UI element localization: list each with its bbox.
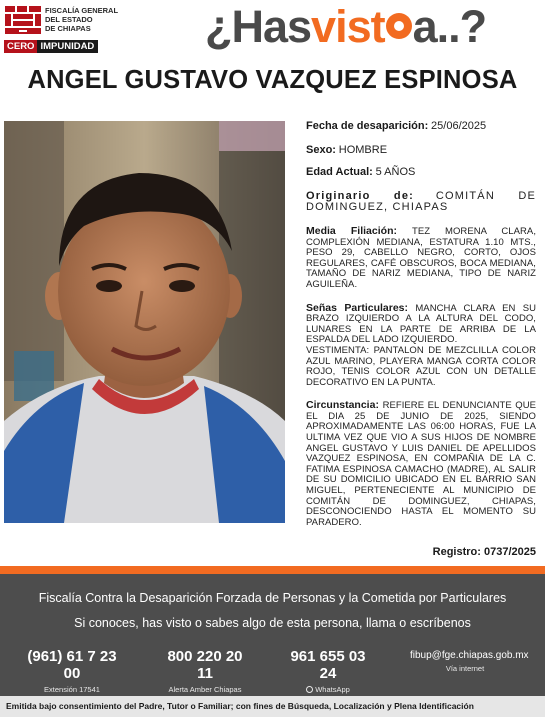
contact-sub: Alerta Amber Chiapas — [168, 685, 242, 694]
filiacion-row — [306, 226, 536, 291]
fiscalia-logo-icon — [4, 5, 42, 35]
contact-whatsapp[interactable] — [283, 648, 373, 694]
registro-number: Registro: 0737/2025 — [432, 546, 536, 558]
filiacion-label: Media Filiación: — [306, 224, 397, 237]
edad-value: 5 AÑOS — [375, 166, 416, 179]
senas-value: MANCHA CLARA EN SU BRAZO IZQUIERDO A LA ALTURA DEL CODO, LUNARES EN LA PARTE DE ARRIBA DE LA ESPALDA DEL LADO IZQUIERDO. — [306, 302, 536, 346]
contact-number[interactable]: (961) 61 7 23 00 — [27, 648, 117, 682]
eye-icon — [386, 13, 412, 39]
senas-label: Señas Particulares: — [306, 301, 409, 314]
sexo-row — [306, 145, 536, 157]
fecha-row — [306, 121, 536, 133]
fecha-value: 25/06/2025 — [431, 120, 487, 132]
origen-row — [306, 191, 536, 214]
footer-accent-bar — [0, 566, 545, 574]
edad-label: Edad Actual: — [306, 166, 373, 179]
contact-number[interactable]: 800 220 20 11 — [167, 648, 243, 682]
person-name: ANGEL GUSTAVO VAZQUEZ ESPINOSA — [27, 66, 518, 94]
senas-row — [306, 303, 536, 389]
fecha-label: Fecha de desaparición: — [306, 120, 429, 132]
details-panel — [306, 121, 536, 537]
has-visto-brand: ¿Hasvist a..? — [205, 1, 487, 52]
agency-name: Fiscalía Contra la Desaparición Forzada de Personas y la Cometida por Particulares — [38, 591, 507, 605]
contact-phone-amber[interactable] — [160, 648, 250, 694]
edad-row — [306, 167, 536, 179]
contact-sub: Vía internet — [445, 664, 485, 673]
org-name: FISCALÍA GENERAL DEL ESTADO DE CHIAPAS — [45, 6, 119, 33]
circunstancia-label: Circunstancia: — [306, 399, 379, 412]
cero-impunidad-badge: CERO IMPUNIDAD — [4, 40, 98, 53]
origen-label: Originario de: — [306, 189, 414, 202]
circunstancia-value: REFIERE EL DENUNCIANTE QUE EL DIA 25 DE JUNIO DE 2025, SIENDO APROXIMADAMENTE LAS 06:00 HORAS, FUE LA ULTIMA VEZ QUE VIO A SUS HIJOS DE NOMBRE ANGEL GUSTAVO Y LUIS DANIEL DE APELLIDOS VAZQUEZ ESPINOSA, EN COMPAÑIA DE LA C. FATIMA ESPINOSA CAMACHO (MADRE), AL SALIR DE SU DOMICILIO UBICADO EN EL BARRIO SAN MIGUEL, PERTENECIENTE AL MUNICIPIO DE COMITÁN DE DOMINGUEZ, CHIAPAS, DESCONOCIENDO HASTA EL MOMENTO SU PARADERO. — [306, 400, 536, 528]
contact-phone-main[interactable] — [22, 648, 122, 694]
contact-email-link[interactable]: fibup@fge.chiapas.gob.mx — [410, 650, 529, 661]
sexo-value: HOMBRE — [338, 143, 388, 156]
contact-sub: Extensión 17541 — [44, 685, 100, 694]
origen-value: COMITÁN DE DOMINGUEZ, CHIAPAS — [306, 189, 536, 214]
sexo-label: Sexo: — [306, 143, 336, 156]
contact-sub: WhatsApp — [283, 685, 373, 694]
disclaimer: Emitida bajo consentimiento del Padre, Tutor o Familiar; con fines de Búsqueda, Localización y Plena Identificación — [0, 696, 545, 717]
whatsapp-icon — [306, 686, 313, 693]
contact-email[interactable] — [410, 648, 529, 673]
contact-number[interactable]: 961 655 03 24 — [290, 648, 366, 682]
call-to-action: Si conoces, has visto o sabes algo de esta persona, llama o escríbenos — [74, 616, 471, 630]
child-photo — [4, 121, 285, 523]
circunstancia-row — [306, 400, 536, 528]
filiacion-value: TEZ MORENA CLARA, COMPLEXIÓN MEDIANA, ESTATURA 1.10 MTS., PESO 29, CABELLO NEGRO, CORTO, OJOS REGULARES, CAFÉ OBSCUROS, BOCA MEDIANA, TAMAÑO DE NARIZ MEDIANA, TIPO DE NARIZ AGUILEÑA. — [306, 225, 537, 290]
vestimenta-value: VESTIMENTA: PANTALON DE MEZCLILLA COLOR AZUL MARINO, PLAYERA MANGA CORTA COLOR ROJO, TENIS COLOR AZUL CON UN DETALLE DECORATIVO EN LA PUNTA. — [306, 344, 536, 388]
header — [0, 0, 545, 64]
footer — [0, 574, 545, 717]
